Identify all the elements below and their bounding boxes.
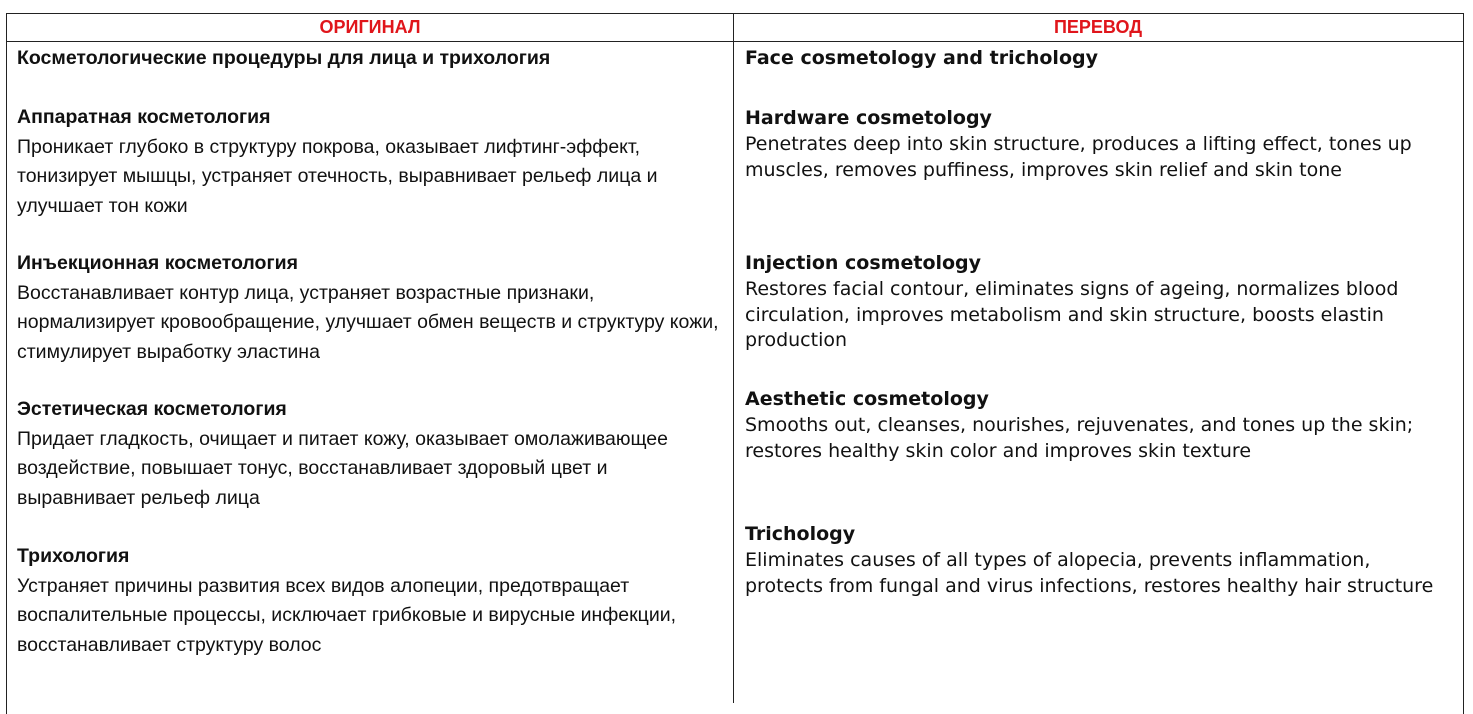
section-heading: Эстетическая косметология bbox=[17, 398, 287, 420]
section-text: Penetrates deep into skin structure, produces a lifting effect, tones up muscles, removes puffiness, improves skin relief and skin tone bbox=[745, 133, 1412, 181]
section-heading: Hardware cosmetology bbox=[745, 107, 992, 129]
section-text: Придает гладкость, очищает и питает кожу, оказывает омолаживающее воздействие, повышает тонус, восстанавливает здоровый цвет и выравнивает рельеф лица bbox=[17, 427, 668, 509]
original-section-aesthetic bbox=[17, 395, 723, 513]
section-text: Проникает глубоко в структуру покрова, оказывает лифтинг-эффект, тонизирует мышцы, устраняет отечность, выравнивает рельеф лица и улучшает тон кожи bbox=[17, 135, 658, 217]
section-text: Smooths out, cleanses, nourishes, rejuvenates, and tones up the skin; restores healthy skin color and improves skin texture bbox=[745, 414, 1414, 462]
section-heading: Trichology bbox=[745, 523, 856, 545]
original-title: Косметологические процедуры для лица и трихология bbox=[17, 47, 551, 69]
translation-column bbox=[745, 44, 1445, 597]
original-section-trichology bbox=[17, 542, 723, 660]
translation-section-injection bbox=[745, 249, 1445, 354]
translation-section-hardware bbox=[745, 104, 1445, 183]
column-divider bbox=[733, 13, 734, 703]
header-divider bbox=[6, 41, 1463, 42]
header-translation: ПЕРЕВОД bbox=[1053, 17, 1143, 37]
original-section-hardware bbox=[17, 103, 723, 221]
section-heading: Трихология bbox=[17, 545, 130, 567]
section-text: Устраняет причины развития всех видов алопеции, предотвращает воспалительные процессы, исключает грибковые и вирусные инфекции, восстанавливает структуру волос bbox=[17, 574, 677, 656]
section-text: Eliminates causes of all types of alopecia, prevents inflammation, protects from fungal and virus infections, restores healthy hair structure bbox=[745, 549, 1434, 597]
translation-section-aesthetic bbox=[745, 385, 1445, 464]
original-column bbox=[17, 44, 723, 656]
translation-title: Face cosmetology and trichology bbox=[745, 47, 1098, 69]
header-original: ОРИГИНАЛ bbox=[319, 17, 421, 37]
original-section-injection bbox=[17, 249, 723, 367]
section-heading: Аппаратная косметология bbox=[17, 106, 271, 128]
section-text: Восстанавливает контур лица, устраняет возрастные признаки, нормализирует кровообращение, улучшает обмен веществ и структуру кожи, стимулирует выработку эластина bbox=[17, 281, 719, 363]
section-heading: Aesthetic cosmetology bbox=[745, 388, 989, 410]
section-text: Restores facial contour, eliminates signs of ageing, normalizes blood circulation, improves metabolism and skin structure, boosts elastin production bbox=[745, 278, 1399, 351]
section-heading: Injection cosmetology bbox=[745, 252, 982, 274]
section-heading: Инъекционная косметология bbox=[17, 252, 298, 274]
translation-section-trichology bbox=[745, 520, 1445, 599]
